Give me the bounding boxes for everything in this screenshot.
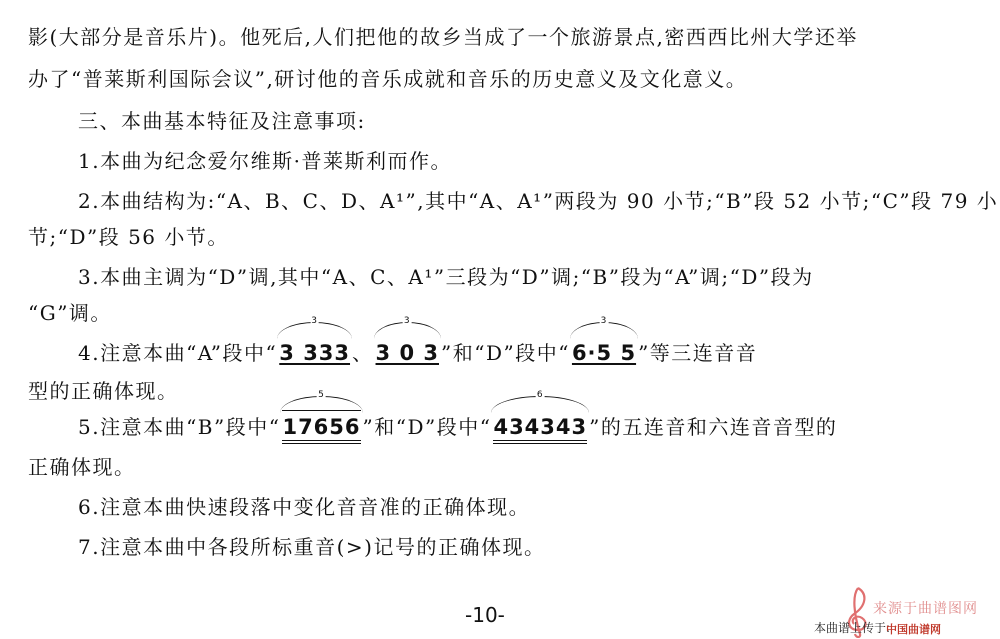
list-item-text: 5.注意本曲“B”段中“ — [78, 415, 281, 439]
tuplet-number: 3 — [600, 316, 608, 326]
notation-digits: 6·5 5 — [571, 341, 637, 365]
dot-bar — [282, 410, 360, 411]
list-item-text: ”和“D”段中“ — [362, 415, 492, 439]
watermark-text: 来源于曲谱图网 — [873, 601, 978, 617]
list-item-text: ”和“D”段中“ — [441, 341, 570, 365]
list-item-text: ”的五连音和六连音音型的 — [589, 415, 838, 439]
tuplet-number: 3 — [403, 316, 411, 326]
list-item: 2.本曲结构为:“A、B、C、D、A¹”,其中“A、A¹”两段为 90 小节;“B”段 52 小节;“C”段 79 小 — [78, 189, 999, 213]
list-item-continuation: 正确体现。 — [28, 455, 136, 479]
triplet-notation-d — [570, 316, 638, 366]
list-item: 1.本曲为纪念爱尔维斯·普莱斯利而作。 — [78, 149, 452, 173]
list-item: 3.本曲主调为“D”调,其中“A、C、A¹”三段为“D”调;“B”段为“A”调;“D”段为 — [78, 265, 814, 289]
notation-digits: 434343 — [493, 415, 587, 444]
notation-digits: 17656 — [282, 415, 360, 444]
section-heading: 三、本曲基本特征及注意事项: — [78, 109, 366, 133]
tuplet-number: 3 — [311, 316, 319, 326]
list-item — [78, 390, 838, 440]
triplet-notation-a2 — [374, 316, 441, 366]
paragraph-line: 影(大部分是音乐片)。他死后,人们把他的故乡当成了一个旅游景点,密西西比州大学还举 — [28, 25, 858, 49]
paragraph-line: 办了“普莱斯利国际会议”,研讨他的音乐成就和音乐的历史意义及文化意义。 — [28, 67, 748, 91]
list-item-text: 4.注意本曲“A”段中“ — [78, 341, 278, 365]
list-item-text: ”等三连音音 — [638, 341, 758, 365]
notation-digits: 3 333 — [279, 341, 351, 365]
list-item-text: 、 — [352, 341, 374, 365]
notation-digits: 3 0 3 — [375, 341, 439, 365]
quintuplet-notation — [280, 390, 362, 440]
tuplet-number: 5 — [318, 390, 325, 400]
list-item: 7.注意本曲中各段所标重音(>)记号的正确体现。 — [78, 535, 546, 559]
list-item-continuation: 型的正确体现。 — [28, 379, 179, 403]
list-item: 6.注意本曲快速段落中变化音音准的正确体现。 — [78, 495, 531, 519]
sextuplet-notation — [491, 390, 589, 440]
triplet-notation-a1 — [277, 316, 352, 366]
list-item — [78, 316, 758, 366]
page-number: -10- — [465, 603, 505, 627]
list-item-continuation: “G”调。 — [28, 301, 112, 325]
footer-source-label: 本曲谱上传于: — [814, 621, 891, 635]
tuplet-number: 6 — [536, 390, 544, 400]
footer-site-name: 中国曲谱网 — [886, 623, 941, 636]
list-item-continuation: 节;“D”段 56 小节。 — [28, 225, 229, 249]
